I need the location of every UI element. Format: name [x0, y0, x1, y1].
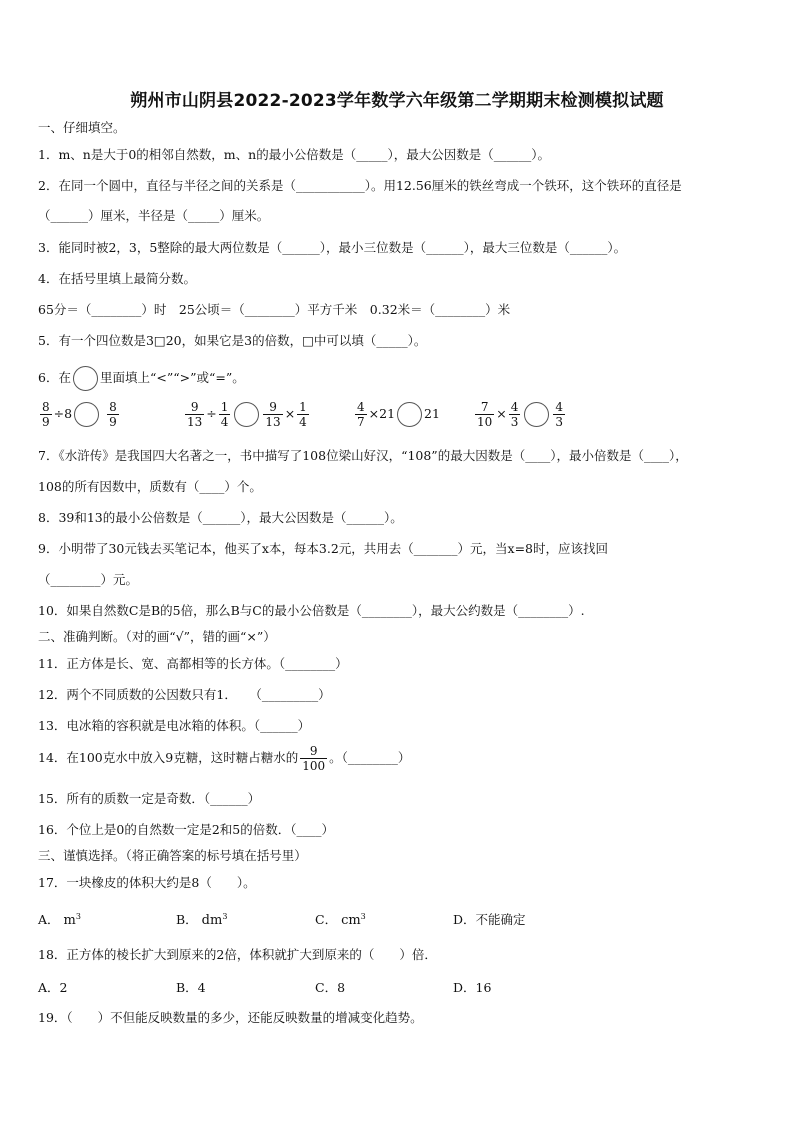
fraction: $\frac{8}{9}$ [109, 400, 117, 429]
option-c: C．8 [315, 980, 346, 995]
question-6-suffix: 里面填上“<”“>”或“=”。 [99, 370, 245, 385]
fraction: $\frac{4}{7}$ [357, 400, 365, 429]
question-15: 15．所有的质数一定是奇数．（______） [38, 791, 261, 806]
question-11: 11．正方体是长、宽、高都相等的长方体。（________） [38, 656, 348, 671]
question-14 [38, 744, 410, 773]
operator: × [496, 406, 507, 421]
fraction: $\frac{7}{10}$ [477, 400, 493, 429]
fraction: $\frac{1}{4}$ [299, 400, 307, 429]
operator: ÷8 [53, 406, 73, 421]
option-a: A．2 [38, 980, 68, 995]
compare-circle [234, 402, 259, 427]
option-a: A． $m^3$ [38, 911, 81, 928]
question-2-line-2: （______）厘米，半径是（_____）厘米。 [38, 208, 270, 223]
compare-expression-2 [183, 400, 311, 429]
question-6-prefix: 6．在 [38, 370, 71, 385]
fraction: $\frac{9}{100}$ [302, 744, 326, 773]
question-9-line-1: 9．小明带了30元钱去买笔记本，他买了x本，每本3.2元，共用去（_______）元，当x=8时，应该找回 [38, 541, 609, 556]
operator: ÷ [206, 406, 217, 421]
question-4-blanks: 65分＝（________）时 25公顷＝（________）平方千米 0.32米＝（________）米 [38, 302, 511, 317]
question-3: 3．能同时被2，3，5整除的最大两位数是（______），最小三位数是（______），最大三位数是（______）。 [38, 240, 627, 255]
question-16: 16．个位上是0的自然数一定是2和5的倍数．（____） [38, 822, 335, 837]
question-8: 8．39和13的最小公倍数是（______），最大公因数是（______）。 [38, 510, 403, 525]
fraction: $\frac{9}{13}$ [265, 400, 281, 429]
question-6 [38, 366, 245, 391]
page-title: 朔州市山阴县2022-2023学年数学六年级第二学期期末检测模拟试题 [130, 91, 664, 111]
question-17: 17．一块橡皮的体积大约是8（ ）。 [38, 875, 256, 890]
compare-circle [524, 402, 549, 427]
compare-circle [397, 402, 422, 427]
question-18: 18．正方体的棱长扩大到原来的2倍，体积就扩大到原来的（ ）倍． [38, 947, 437, 962]
question-4: 4．在括号里填上最简分数。 [38, 271, 196, 286]
question-2-line-1: 2．在同一个圆中，直径与半径之间的关系是（___________）。用12.56厘米的铁丝弯成一个铁环，这个铁环的直径是 [38, 178, 682, 193]
operator: ×21 [368, 406, 396, 421]
value: 21 [424, 406, 440, 421]
fraction: $\frac{4}{3}$ [555, 400, 564, 429]
question-7-line-1: 7．《水浒传》是我国四大名著之一，书中描写了108位梁山好汉，“108”的最大因数是（____），最小倍数是（____）， [38, 448, 688, 463]
question-14-answer: 。（________） [329, 750, 411, 765]
option-b: B．4 [176, 980, 206, 995]
fraction: $\frac{8}{9}$ [42, 400, 50, 429]
option-b: B． $dm^3$ [176, 911, 228, 928]
option-d: D．16 [453, 980, 492, 995]
compare-circle [73, 366, 98, 391]
fraction: $\frac{9}{13}$ [187, 400, 203, 429]
fraction: $\frac{4}{3}$ [510, 400, 519, 429]
option-d: D．不能确定 [453, 912, 526, 927]
question-10: 10．如果自然数C是B的5倍，那么B与C的最小公倍数是（________），最大公约数是（________）. [38, 603, 585, 618]
fraction: $\frac{1}{4}$ [220, 400, 229, 429]
compare-circle [74, 402, 99, 427]
question-5: 5．有一个四位数是3□20，如果它是3的倍数，□中可以填（_____）。 [38, 333, 427, 348]
option-c: C． $cm^3$ [315, 911, 366, 928]
question-19: 19．（ ）不但能反映数量的多少，还能反映数量的增减变化趋势。 [38, 1010, 423, 1025]
section-2-heading: 二、准确判断。（对的画“√”，错的画“×”） [38, 629, 276, 644]
question-1: 1．m、n是大于0的相邻自然数，m、n的最小公倍数是（_____），最大公因数是（______）。 [38, 147, 550, 162]
operator: × [284, 406, 296, 421]
question-7-line-2: 108的所有因数中，质数有（____）个。 [38, 479, 262, 494]
section-1-heading: 一、仔细填空。 [38, 120, 126, 135]
compare-expression-1 [38, 400, 121, 429]
question-14-text: 14．在100克水中放入9克糖，这时糖占糖水的 [38, 750, 299, 765]
compare-expression-4 [473, 400, 567, 429]
question-12: 12．两个不同质数的公因数只有1． （_________） [38, 687, 331, 702]
compare-expression-3 [353, 400, 440, 429]
question-9-line-2: （________）元。 [38, 572, 139, 587]
question-13: 13．电冰箱的容积就是电冰箱的体积。（______） [38, 718, 311, 733]
section-3-heading: 三、谨慎选择。（将正确答案的标号填在括号里） [38, 848, 307, 863]
